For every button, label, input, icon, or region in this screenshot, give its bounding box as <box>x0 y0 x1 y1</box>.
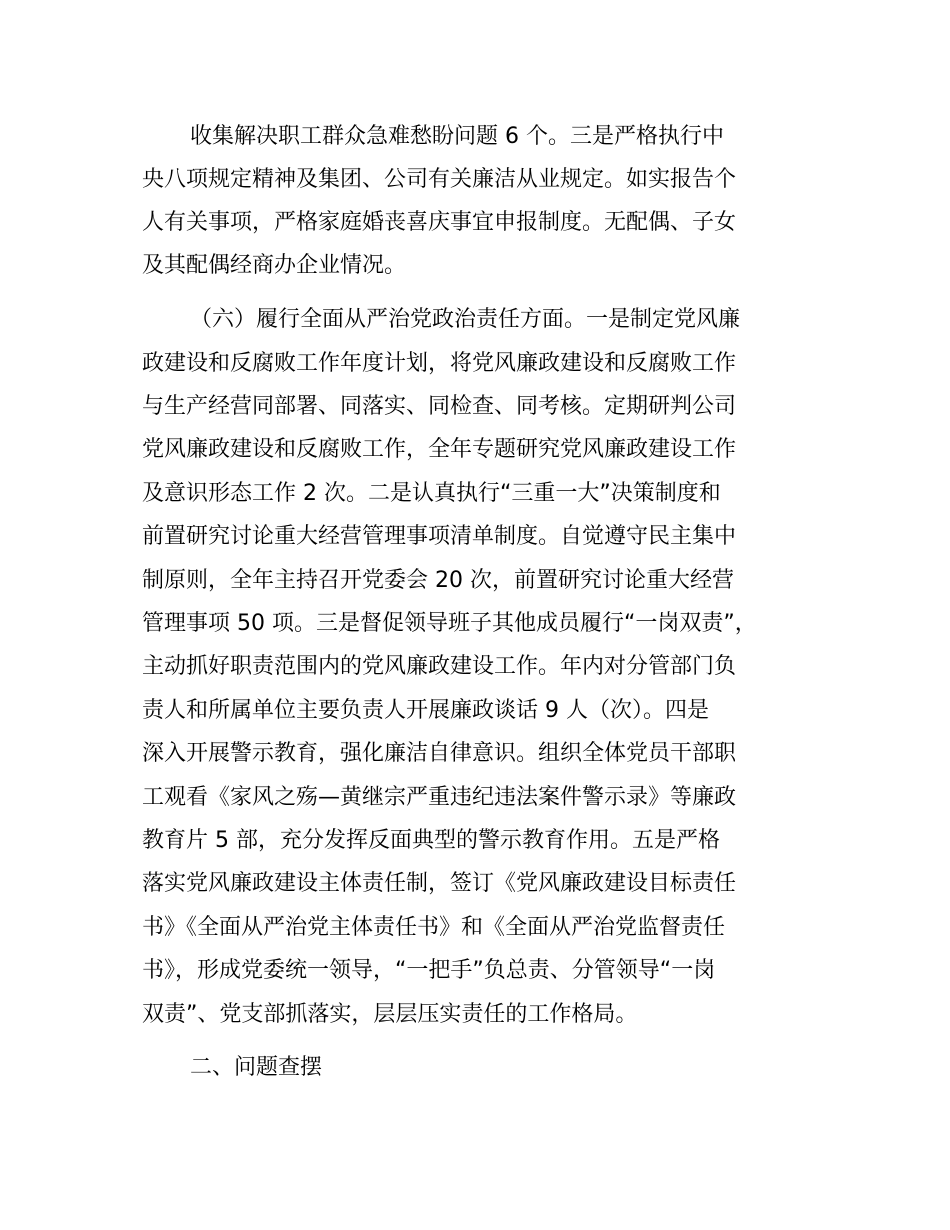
text-line: 前置研究讨论重大经营管理事项清单制度。自觉遵守民主集中 <box>142 524 737 549</box>
text-line: 与生产经营同部署、同落实、同检查、同考核。定期研判公司 <box>142 394 737 419</box>
text-line: 及其配偶经商办企业情况。 <box>142 253 407 278</box>
text-line: 双责”、党支部抓落实，层层压实责任的工作格局。 <box>142 1002 638 1027</box>
text-line: 落实党风廉政建设主体责任制，签订《党风廉政建设目标责任 <box>142 871 737 896</box>
text-line: 制原则，全年主持召开党委会 20 次，前置研究讨论重大经营 <box>142 568 734 593</box>
text-line: 政建设和反腐败工作年度计划，将党风廉政建设和反腐败工作 <box>142 351 737 376</box>
text-line: 主动抓好职责范围内的党风廉政建设工作。年内对分管部门负 <box>142 654 737 679</box>
text-line: 责人和所属单位主要负责人开展廉政谈话 9 人（次）。四是 <box>142 698 709 723</box>
text-line: 教育片 5 部，充分发挥反面典型的警示教育作用。五是严格 <box>142 828 720 853</box>
text-line: （六）履行全面从严治党政治责任方面。一是制定党风廉 <box>190 307 741 332</box>
text-line: 管理事项 50 项。三是督促领导班子其他成员履行“一岗双责”， <box>142 611 757 636</box>
section-heading: 二、问题查摆 <box>190 1055 323 1080</box>
text-line: 书》《全面从严治党主体责任书》和《全面从严治党监督责任 <box>142 915 726 940</box>
text-line: 人有关事项，严格家庭婚丧喜庆事宜申报制度。无配偶、子女 <box>142 210 737 235</box>
text-line: 书》，形成党委统一领导，“一把手”负总责、分管领导“一岗 <box>142 958 716 983</box>
text-line: 工观看《家风之殇—黄继宗严重违纪违法案件警示录》等廉政 <box>142 785 737 810</box>
text-line: 收集解决职工群众急难愁盼问题 6 个。三是严格执行中 <box>190 124 724 149</box>
text-line: 深入开展警示教育，强化廉洁自律意识。组织全体党员干部职 <box>142 741 737 766</box>
text-line: 央八项规定精神及集团、公司有关廉洁从业规定。如实报告个 <box>142 167 737 192</box>
text-line: 及意识形态工作 2 次。二是认真执行“三重一大”决策制度和 <box>142 481 721 506</box>
text-line: 党风廉政建设和反腐败工作，全年专题研究党风廉政建设工作 <box>142 437 737 462</box>
